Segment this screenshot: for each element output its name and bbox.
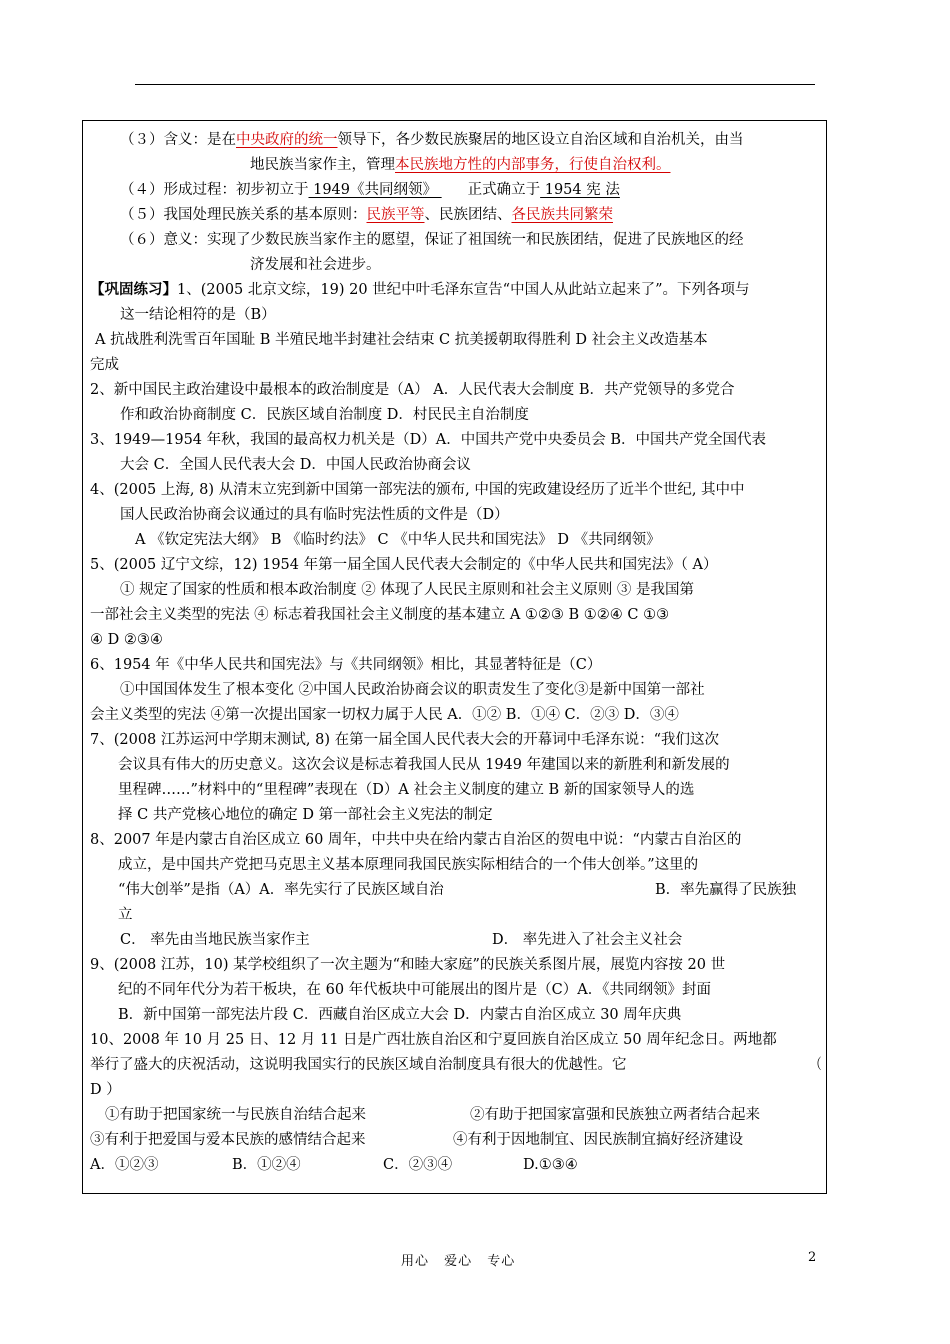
principle-unity: 、民族团结、 [424, 207, 512, 223]
header-rule [135, 84, 815, 85]
meaning-line-1 [120, 130, 744, 150]
meaning-prefix: （３）含义：是在 [120, 132, 236, 148]
q8-option-a: “伟大创举”是指（A）A．率先实行了民族区域自治 [118, 882, 444, 898]
q8-option-c: C． 率先由当地民族当家作主 [120, 932, 310, 948]
q10-item-3: ③有利于把爱国与爱本民族的感情结合起来 [90, 1132, 366, 1148]
q4-options: A 《钦定宪法大纲》 B 《临时约法》 C 《中华人民共和国宪法》 D 《共同纲领》 [135, 532, 661, 548]
q7-line-1: 7、(2008 江苏运河中学期末测试, 8) 在第一届全国人民代表大会的开幕词中毛泽东说：“我们这次 [90, 732, 720, 748]
q5-line-2: ① 规定了国家的性质和根本政治制度 ② 体现了人民民主原则和社会主义原则 ③ 是我国第 [120, 582, 695, 598]
q1-line-1 [90, 280, 750, 300]
q6-line-3: 会主义类型的宪法 ④第一次提出国家一切权力属于人民 A．①② B．①④ C．②③ D．③④ [90, 707, 679, 723]
q7-line-3: 里程碑……”材料中的“里程碑”表现在（D）A 社会主义制度的建立 B 新的国家领导人的选 [118, 782, 695, 798]
q5-line-1: 5、(2005 辽宁文综，12) 1954 年第一届全国人民代表大会制定的《中华人民共和国宪法》（ A） [90, 557, 718, 573]
q1-options-cont: 完成 [90, 357, 119, 373]
q3-line-2: 大会 C．全国人民代表大会 D．中国人民政治协商会议 [120, 457, 471, 473]
q10-answer: D ） [90, 1082, 121, 1098]
q8-option-b: B．率先赢得了民族独 [655, 882, 797, 898]
q10-item-4: ④有利于因地制宜、因民族制宜搞好经济建设 [453, 1132, 743, 1148]
q1-line-2: 这一结论相符的是（B） [120, 307, 276, 323]
q7-line-4: 择 C 共产党核心地位的确定 D 第一部社会主义宪法的制定 [118, 807, 493, 823]
q5-line-4: ④ D ②③④ [90, 632, 163, 648]
q8-option-b-cont: 立 [118, 907, 133, 923]
q2-line-1: 2、新中国民主政治建设中最根本的政治制度是（A） A．人民代表大会制度 B．共产党领导的多党合 [90, 382, 735, 398]
meaning-highlight-central: 中央政府的统一 [236, 132, 338, 148]
principles-line [120, 205, 613, 225]
footer-motto: 用心 爱心 专心 [401, 1254, 516, 1269]
principle-prosperity: 各民族共同繁荣 [511, 207, 613, 223]
q4-line-1: 4、(2005 上海, 8) 从清末立宪到新中国第一部宪法的颁布, 中国的宪政建设经历了近半个世纪, 其中中 [90, 482, 745, 498]
meaning-middle: 领导下，各少数民族聚居的地区设立自治区域和自治机关，由当 [337, 132, 744, 148]
practice-heading: 【巩固练习】 [90, 282, 177, 298]
principles-prefix: （５）我国处理民族关系的基本原则： [120, 207, 367, 223]
formation-second: 1954 宪 法 [540, 182, 620, 198]
q5-line-3: 一部社会主义类型的宪法 ④ 标志着我国社会主义制度的基本建立 A ①②③ B ①②④ C ①③ [90, 607, 670, 623]
q10-item-1: ①有助于把国家统一与民族自治结合起来 [105, 1107, 366, 1123]
q2-line-2: 作和政治协商制度 C．民族区域自治制度 D．村民民主自治制度 [120, 407, 529, 423]
meaning-line2-prefix: 地民族当家作主，管理 [250, 157, 395, 173]
q10-item-2: ②有助于把国家富强和民族独立两者结合起来 [470, 1107, 760, 1123]
q1-text: 1、(2005 北京文综，19) 20 世纪中叶毛泽东宣告“中国人从此站立起来了”。下列各项与 [177, 282, 750, 298]
q10-line-2: 举行了盛大的庆祝活动，这说明我国实行的民族区域自治制度具有很大的优越性。它 [90, 1057, 627, 1073]
formation-line [120, 180, 638, 200]
q9-line-2: 纪的不同年代分为若干板块，在 60 年代板块中可能展出的图片是（C）A．《共同纲领》封面 [118, 982, 711, 998]
q6-line-1: 6、1954 年《中华人民共和国宪法》与《共同纲领》相比，其显著特征是（C） [90, 657, 602, 673]
q10-option-c: C．②③④ [383, 1157, 453, 1173]
q10-option-a: A．①②③ [90, 1157, 159, 1173]
formation-prefix: （４）形成过程：初步初立于 [120, 182, 309, 198]
significance-line-2: 济发展和社会进步。 [250, 257, 381, 273]
significance-line-1: （６）意义：实现了少数民族当家作主的愿望，保证了祖国统一和民族团结，促进了民族地区的经 [120, 232, 744, 248]
principle-equality: 民族平等 [366, 207, 425, 223]
q6-line-2: ①中国国体发生了根本变化 ②中国人民政治协商会议的职责发生了变化③是新中国第一部社 [120, 682, 705, 698]
q8-line-1: 8、2007 年是内蒙古自治区成立 60 周年，中共中央在给内蒙古自治区的贺电中说：“内蒙古自治区的 [90, 832, 742, 848]
formation-middle: 正式确立于 [467, 182, 541, 198]
formation-first: 1949《共同纲领》 [308, 182, 442, 198]
q3-line-1: 3、1949—1954 年秋，我国的最高权力机关是（D）A．中国共产党中央委员会 B．中国共产党全国代表 [90, 432, 766, 448]
meaning-highlight-autonomy: 本民族地方性的内部事务，行使自治权利。 [395, 157, 671, 173]
q9-line-3: B．新中国第一部宪法片段 C．西藏自治区成立大会 D．内蒙古自治区成立 30 周年庆典 [118, 1007, 682, 1023]
q9-line-1: 9、(2008 江苏，10) 某学校组织了一次主题为“和睦大家庭”的民族关系图片展，展览内容按 20 世 [90, 957, 726, 973]
meaning-line-2 [250, 155, 671, 175]
q1-options: A 抗战胜利洗雪百年国耻 B 半殖民地半封建社会结束 C 抗美援朝取得胜利 D 社会主义改造基本 [95, 332, 708, 348]
q10-option-d: D.①③④ [523, 1157, 578, 1173]
q10-paren-open: （ [810, 1057, 822, 1073]
page-number: 2 [808, 1250, 817, 1265]
q8-line-2: 成立，是中国共产党把马克思主义基本原理同我国民族实际相结合的一个伟大创举。”这里的 [118, 857, 699, 873]
q10-option-b: B．①②④ [232, 1157, 301, 1173]
q8-option-d: D． 率先进入了社会主义社会 [492, 932, 683, 948]
q10-line-1: 10、2008 年 10 月 25 日、12 月 11 日是广西壮族自治区和宁夏回族自治区成立 50 周年纪念日。两地都 [90, 1032, 777, 1048]
q4-line-2: 国人民政治协商会议通过的具有临时宪法性质的文件是（D） [120, 507, 509, 523]
q7-line-2: 会议具有伟大的历史意义。这次会议是标志着我国人民从 1949 年建国以来的新胜利和新发展的 [118, 757, 730, 773]
